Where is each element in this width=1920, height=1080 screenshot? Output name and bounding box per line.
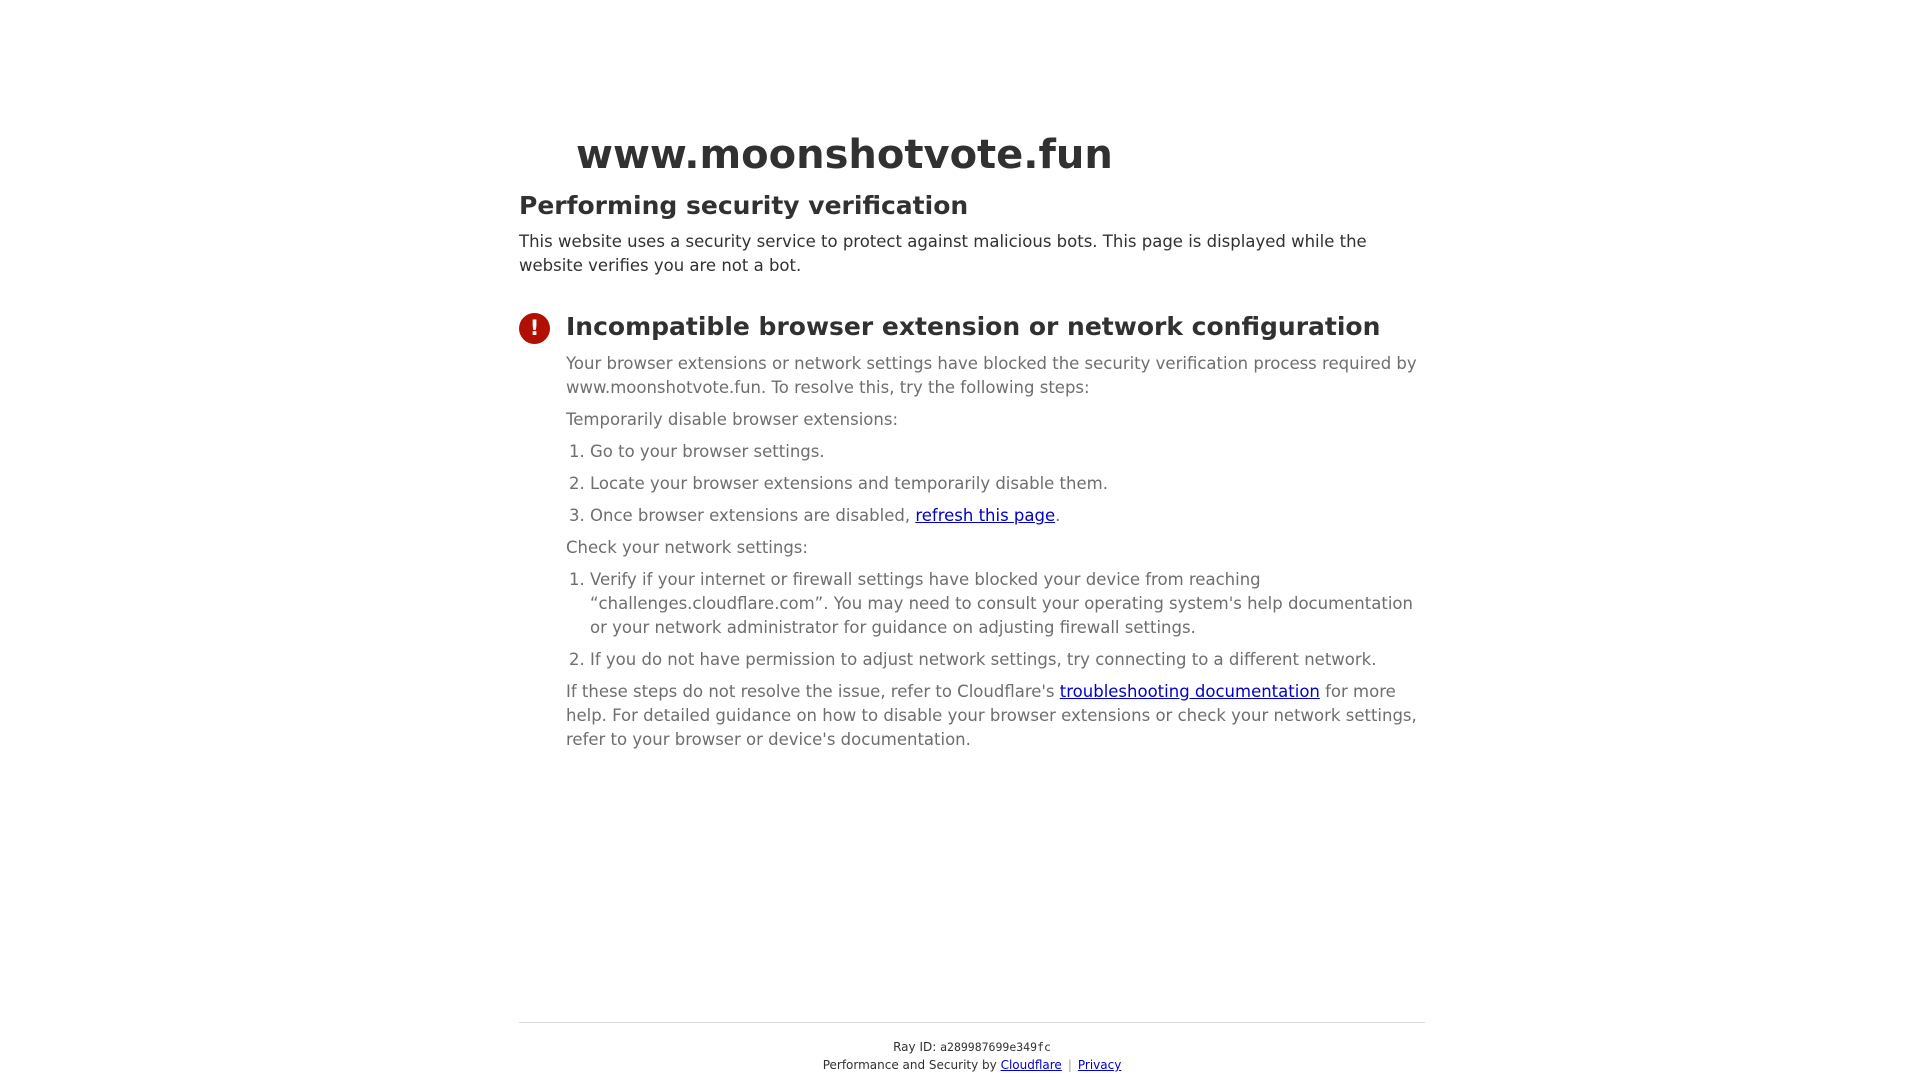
help-text: If these steps do not resolve the issue, refer to Cloudflare's: [566, 682, 1060, 701]
footer-separator: |: [1067, 1058, 1072, 1072]
footer: [519, 1038, 1425, 1074]
exclamation-icon: !: [519, 313, 550, 344]
network-label: Check your network settings:: [566, 538, 808, 557]
ray-id: [519, 1038, 1425, 1056]
error-block: [519, 310, 1425, 752]
ray-id-value: a289987699e349fc: [940, 1040, 1051, 1054]
performance-text: Performance and Security by: [822, 1058, 1001, 1072]
help-paragraph: [566, 680, 1425, 752]
ray-id-label: Ray ID:: [893, 1040, 941, 1054]
extension-step-suffix: .: [1055, 506, 1061, 525]
help-text-suffix: for more help. For detailed guidance on how to disable your browser extensions or check your network settings, refer to your browser or device's documentation.: [566, 682, 1417, 749]
network-step: 1. Verify if your internet or firewall settings have blocked your device from reaching “challenges.cloudflare.com”. You may need to consult your operating system's help documentation or your network administrator for guidance on adjusting firewall settings.: [590, 568, 1425, 640]
extension-steps-list: [566, 440, 1425, 528]
cloudflare-link[interactable]: Cloudflare: [1000, 1058, 1062, 1072]
site-name: www.moonshotvote.fun: [576, 132, 1113, 178]
verification-heading: Performing security verification: [519, 191, 969, 220]
extension-step-text: Once browser extensions are disabled,: [590, 506, 916, 525]
network-steps-list: [566, 568, 1425, 672]
extension-step: [590, 504, 1425, 528]
extensions-label: Temporarily disable browser extensions:: [566, 410, 898, 429]
main-content: [519, 130, 1425, 752]
privacy-link[interactable]: Privacy: [1077, 1058, 1122, 1072]
verification-intro: This website uses a security service to protect against malicious bots. This page is displayed while the website verifies you are not a bot.: [519, 232, 1367, 275]
extension-step: 2. Locate your browser extensions and temporarily disable them.: [590, 472, 1425, 496]
performance-line: [519, 1056, 1425, 1074]
error-title: Incompatible browser extension or network configuration: [566, 312, 1381, 341]
extension-step: 1. Go to your browser settings.: [590, 440, 1425, 464]
footer-divider: [519, 1022, 1425, 1023]
refresh-page-link[interactable]: refresh this page: [915, 506, 1056, 525]
network-step: 2. If you do not have permission to adjust network settings, try connecting to a different network.: [590, 648, 1425, 672]
troubleshooting-docs-link[interactable]: troubleshooting documentation: [1059, 682, 1320, 701]
error-description: Your browser extensions or network settings have blocked the security verification process required by www.moonshotvote.fun. To resolve this, try the following steps:: [566, 354, 1417, 397]
